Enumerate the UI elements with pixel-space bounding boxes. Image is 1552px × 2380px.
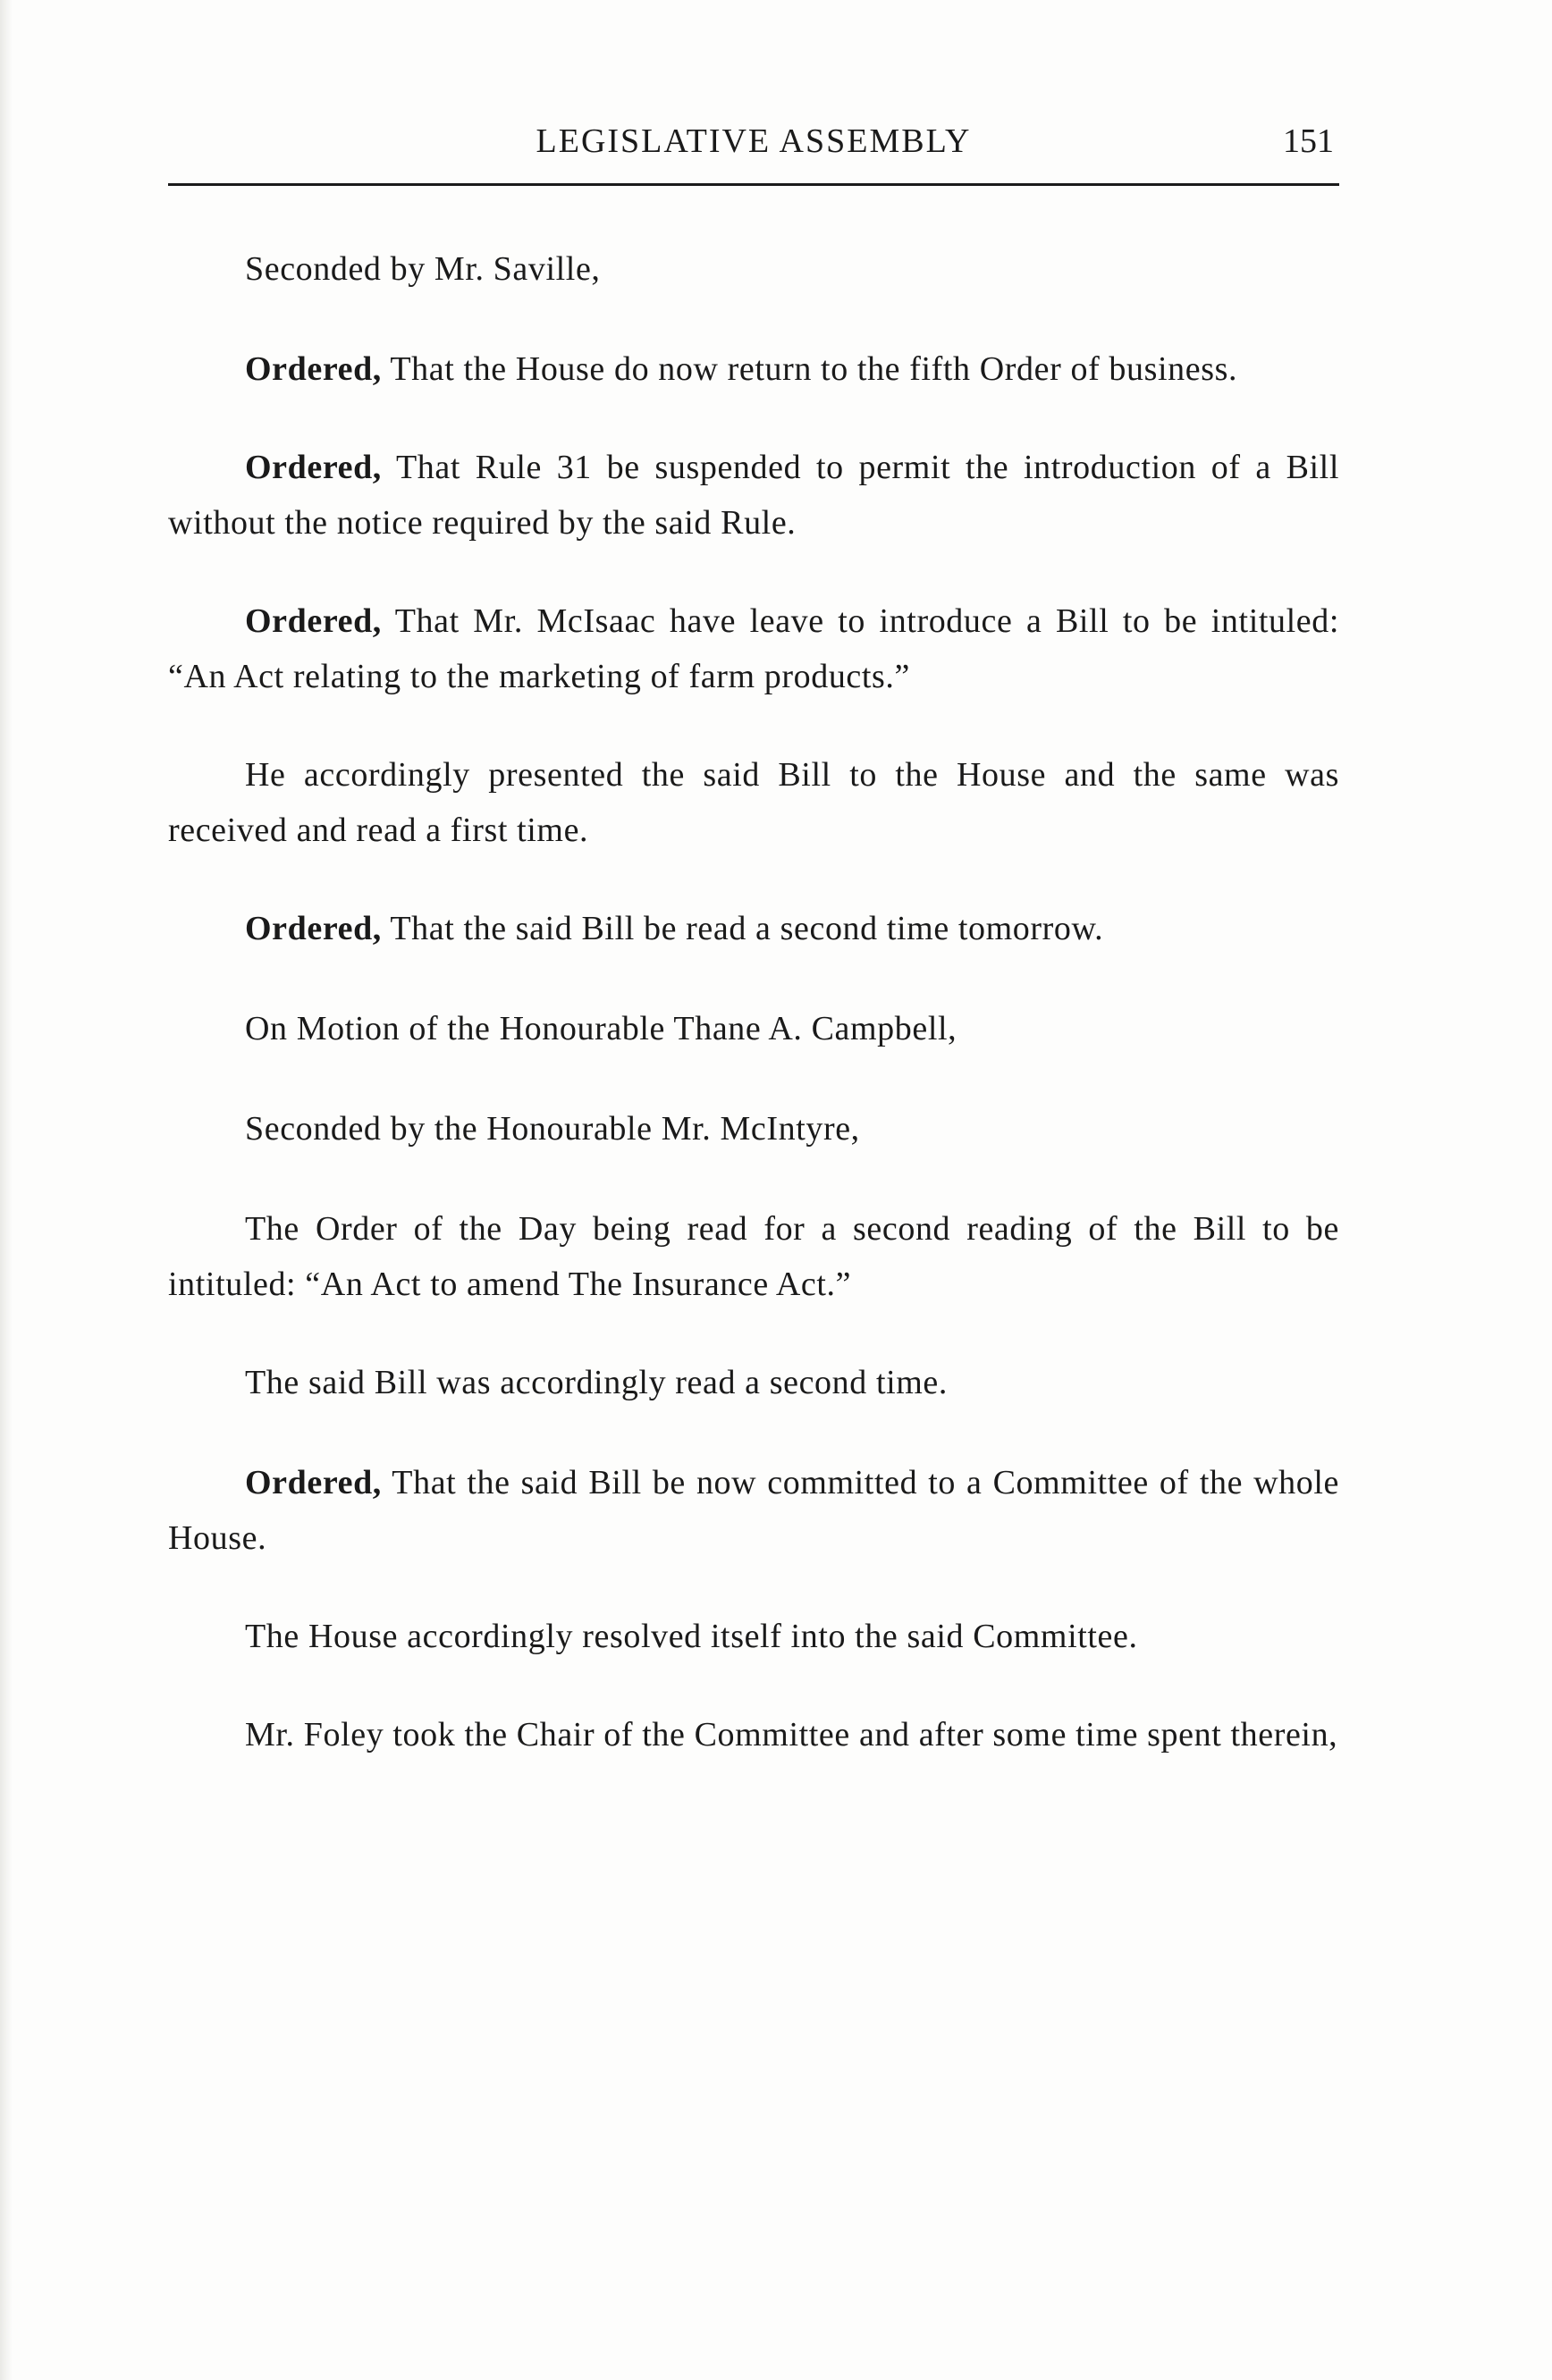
paragraph-text: The Order of the Day being read for a second reading of the Bill to be intituled: “An Act to amend The Insurance Act.” (168, 1210, 1339, 1303)
paragraph-text: That Mr. McIsaac have leave to introduce a Bill to be intituled: “An Act relating to the marketing of farm products.” (168, 602, 1339, 695)
paragraph-order-mcisaac-bill (168, 593, 1339, 704)
paragraph-bill-presented (168, 747, 1339, 858)
paragraph-text: That the said Bill be now committed to a Committee of the whole House. (168, 1464, 1339, 1557)
paragraph-seconded-saville (168, 241, 1339, 297)
paragraph-lead: Ordered, (245, 910, 382, 947)
paragraph-lead: Ordered, (245, 1464, 382, 1501)
paragraph-order-of-day (168, 1201, 1339, 1312)
paragraph-text: That the said Bill be read a second time tomorrow. (381, 910, 1104, 947)
page-scan-edge (0, 0, 13, 2380)
paragraph-text: He accordingly presented the said Bill to the House and the same was received and read a first time. (168, 756, 1339, 849)
header-rule (168, 183, 1339, 186)
paragraph-motion-campbell (168, 1001, 1339, 1056)
paragraph-text: The House accordingly resolved itself into the said Committee. (245, 1618, 1138, 1655)
page-number: 151 (1283, 122, 1334, 160)
paragraph-text: The said Bill was accordingly read a second time. (245, 1364, 948, 1401)
paragraph-seconded-mcintyre (168, 1101, 1339, 1156)
paragraph-text: Seconded by Mr. Saville, (245, 250, 601, 288)
page-header (168, 114, 1339, 168)
paragraph-lead: Ordered, (245, 350, 382, 388)
paragraph-order-second-reading (168, 901, 1339, 956)
paragraph-foley-chair (168, 1707, 1339, 1762)
paragraph-text: That Rule 31 be suspended to permit the introduction of a Bill without the notice required by the said Rule. (168, 449, 1339, 542)
paragraph-lead: Ordered, (245, 449, 382, 486)
paragraph-lead: Ordered, (245, 602, 382, 640)
paragraph-read-second-time (168, 1355, 1339, 1410)
paragraph-order-return-fifth (168, 341, 1339, 397)
paragraph-order-committed (168, 1455, 1339, 1566)
paragraph-text: On Motion of the Honourable Thane A. Campbell, (245, 1010, 957, 1047)
paragraph-text: Mr. Foley took the Chair of the Committee and after some time spent therein, (245, 1716, 1338, 1753)
paragraph-order-rule-31 (168, 440, 1339, 551)
paragraph-house-resolved (168, 1609, 1339, 1664)
running-head: LEGISLATIVE ASSEMBLY (536, 122, 972, 160)
journal-text (168, 241, 1339, 1805)
paragraph-text: That the House do now return to the fifth Order of business. (381, 350, 1238, 388)
paragraph-text: Seconded by the Honourable Mr. McIntyre, (245, 1110, 860, 1148)
